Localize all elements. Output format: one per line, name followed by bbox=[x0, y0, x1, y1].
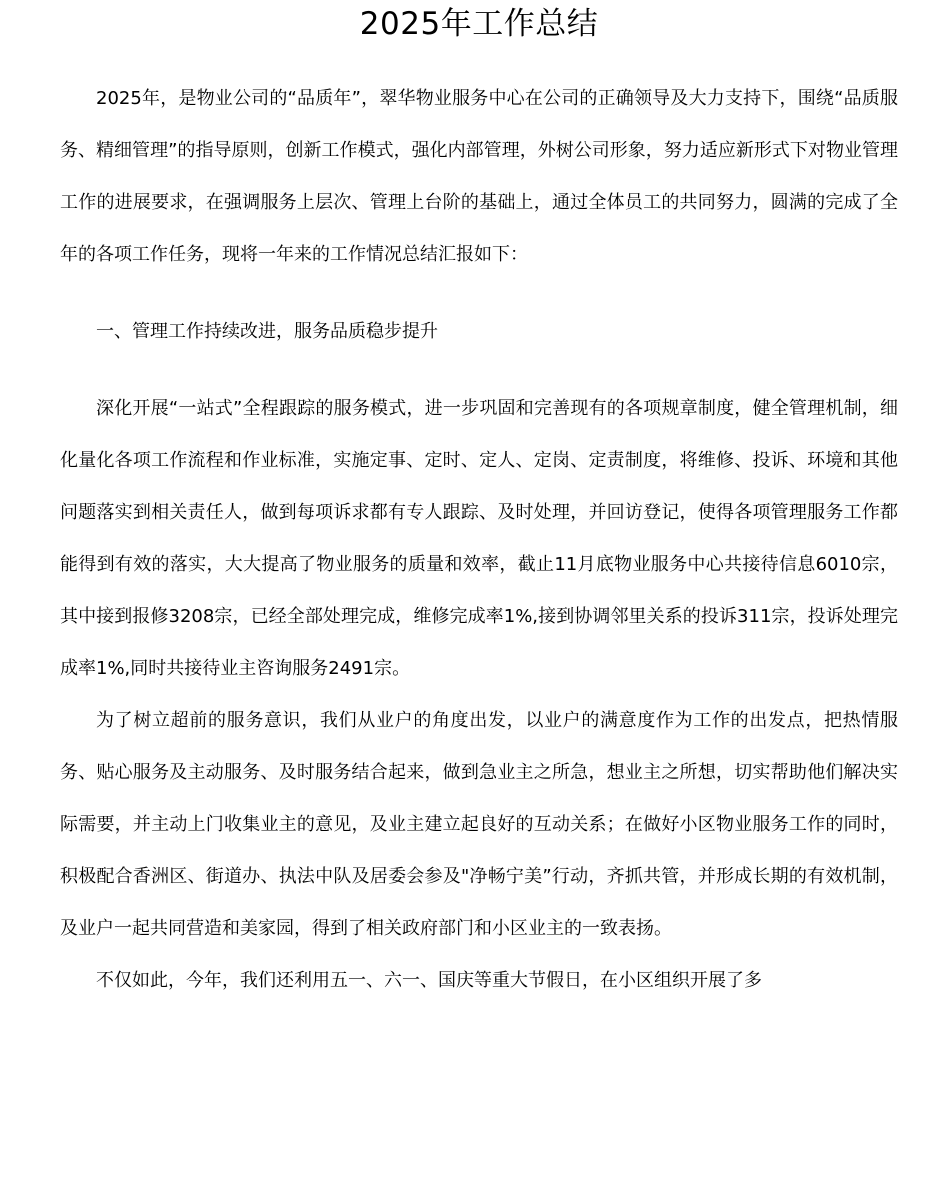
document-page bbox=[60, 0, 898, 1007]
section-heading: 一、管理工作持续改进，服务品质稳步提升 bbox=[96, 321, 438, 342]
section-paragraph-3: 不仅如此，今年，我们还利用五一、六一、国庆等重大节假日，在小区组织开展了多 bbox=[96, 970, 762, 991]
section-paragraph-1: 深化开展“一站式”全程跟踪的服务模式，进一步巩固和完善现有的各项规章制度，健全管理机制，细化量化各项工作流程和作业标准，实施定事、定时、定人、定岗、定责制度，将维修、投诉、环境和其他问题落实到相关责任人，做到每项诉求都有专人跟踪、及时处理，并回访登记，使得各项管理服务工作都能得到有效的落实，大大提高了物业服务的质量和效率，截止11月底物业服务中心共接待信息6010宗，其中接到报修3208宗，已经全部处理完成，维修完成率1%,接到协调邻里关系的投诉311宗，投诉处理完成率1%,同时共接待业主咨询服务2491宗。 bbox=[60, 398, 898, 679]
section-paragraph-2: 为了树立超前的服务意识，我们从业户的角度出发，以业户的满意度作为工作的出发点，把热情服务、贴心服务及主动服务、及时服务结合起来，做到急业主之所急，想业主之所想，切实帮助他们解决实际需要，并主动上门收集业主的意见，及业主建立起良好的互动关系；在做好小区物业服务工作的同时，积极配合香洲区、街道办、执法中队及居委会参及"净畅宁美”行动，齐抓共管，并形成长期的有效机制，及业户一起共同营造和美家园，得到了相关政府部门和小区业主的一致表扬。 bbox=[60, 710, 898, 939]
document-title: 2025年工作总结 bbox=[359, 6, 599, 42]
intro-paragraph: 2025年，是物业公司的“品质年”，翠华物业服务中心在公司的正确领导及大力支持下，围绕“品质服务、精细管理”的指导原则，创新工作模式，强化内部管理，外树公司形象，努力适应新形式下对物业管理工作的进展要求，在强调服务上层次、管理上台阶的基础上，通过全体员工的共同努力，圆满的完成了全年的各项工作任务，现将一年来的工作情况总结汇报如下： bbox=[60, 88, 898, 265]
